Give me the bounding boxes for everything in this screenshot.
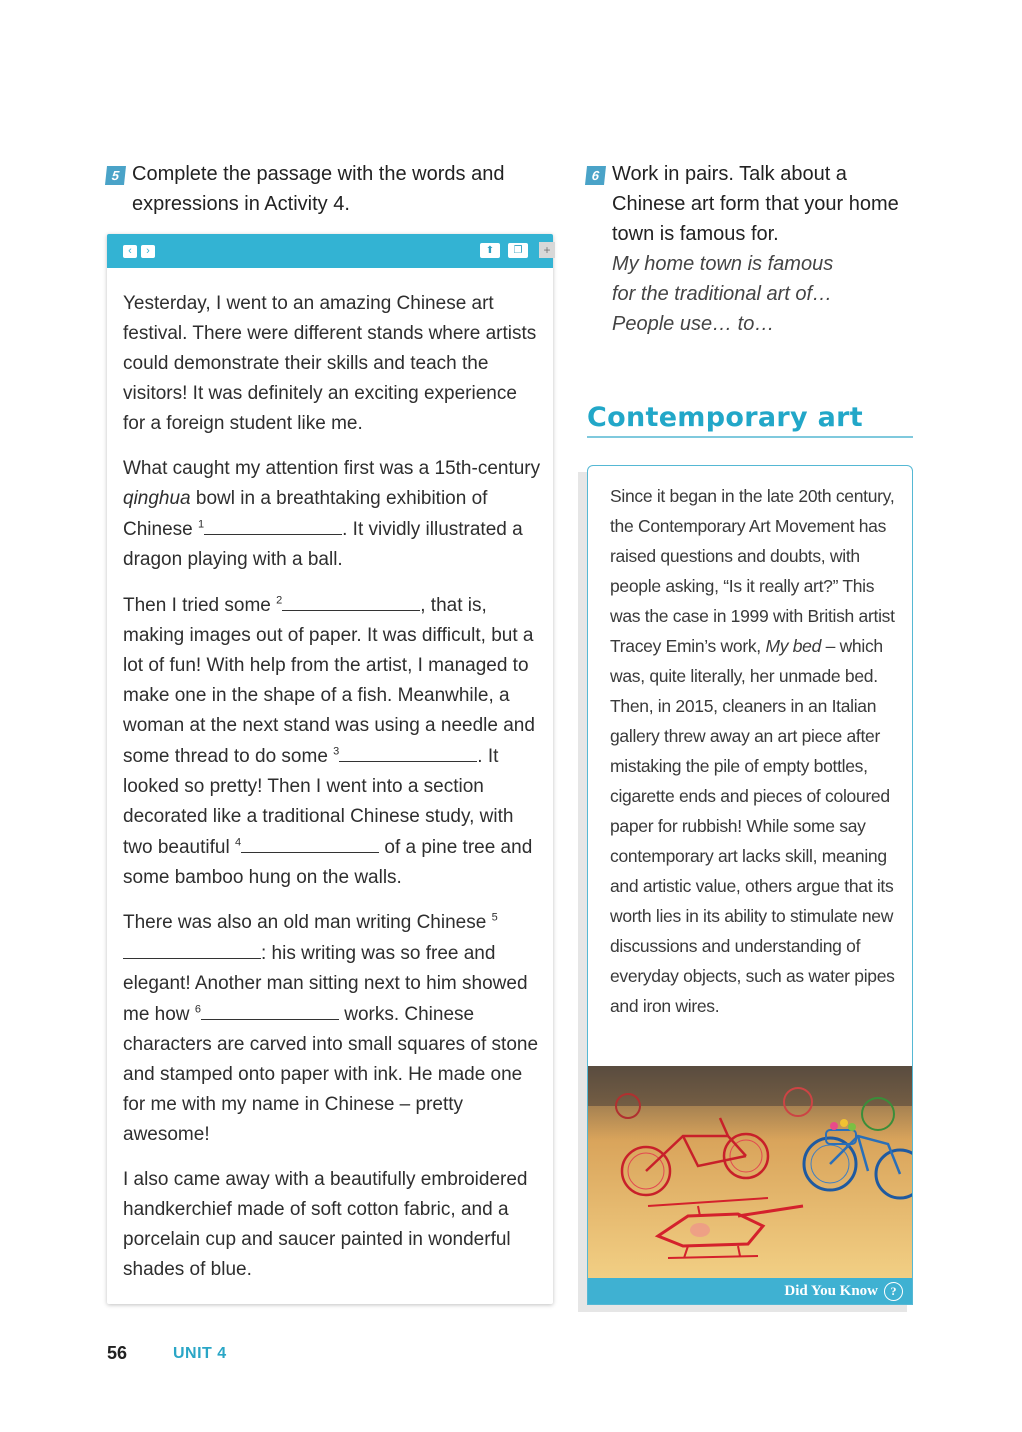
blank-label-1: 1 <box>198 518 205 531</box>
card-toolbar <box>107 234 553 268</box>
activity-6-example-2: for the traditional art of… <box>612 283 833 305</box>
blank-label-5: 5 <box>491 911 498 924</box>
blank-label-6: 6 <box>194 1003 201 1016</box>
wire-art-illustration <box>588 1066 912 1278</box>
passage-paragraph-4 <box>123 908 543 1150</box>
text-span: of a pine tree and some bamboo hung on the walls. <box>123 837 533 888</box>
activity-6-line-3: town is famous for. <box>612 223 779 245</box>
activity-5-line-2: expressions in Activity 4. <box>132 193 350 215</box>
blank-5[interactable] <box>123 938 261 959</box>
passage-card <box>107 234 553 1304</box>
blank-2[interactable] <box>282 590 420 611</box>
section-title: Contemporary art <box>587 400 913 438</box>
did-you-know-label: Did You Know <box>784 1283 878 1299</box>
text-span: There was also an old man writing Chinese <box>123 912 492 933</box>
text-span: , that is, making images out of paper. It was difficult, but a lot of fun! With help from the artist, I managed to make one in the shape of a fish. Meanwhile, a woman at the next stand was using a needle and some thread to do some <box>123 595 535 767</box>
passage-paragraph-2 <box>123 454 543 575</box>
passage-paragraph-3 <box>123 590 543 893</box>
activity-6-number: 6 <box>585 166 606 185</box>
text-span: works. Chinese characters are carved into small squares of stone and stamped onto paper with ink. He made one for me with my name in Chinese – pretty awesome! <box>123 1004 539 1145</box>
activity-6-example-1: My home town is famous <box>612 253 834 275</box>
chevron-left-icon[interactable]: ‹ <box>123 245 137 258</box>
passage-paragraph-5: I also came away with a beautifully embroidered handkerchief made of soft cotton fabric, and a porcelain cup and saucer painted in wonderful shades of blue. <box>123 1169 528 1280</box>
blank-6[interactable] <box>201 999 339 1020</box>
text-span: – which was, quite literally, her unmade bed. Then, in 2015, cleaners in an Italian gallery threw away an art piece after mistaking the pile of empty bottles, cigarette ends and pieces of coloured paper for rubbish! While some say contemporary art lacks skill, meaning and artistic value, others argue that its worth lies in its ability to stimulate new discussions and understanding of everyday objects, such as water pipes and iron wires. <box>610 636 895 1016</box>
activity-6-instruction <box>612 159 932 339</box>
activity-5-number: 5 <box>105 166 126 185</box>
text-span: Since it began in the late 20th century, the Contemporary Art Movement has raised questions and doubts, with people asking, “Is it really art?” This was the case in 1999 with British artist Tracey Emin’s work, <box>610 486 895 656</box>
did-you-know-footer[interactable] <box>588 1278 912 1304</box>
artwork-title: My bed <box>765 636 822 656</box>
italic-term: qinghua <box>123 488 191 509</box>
question-icon[interactable]: ? <box>884 1282 903 1301</box>
chevron-right-icon[interactable]: › <box>141 245 155 258</box>
activity-5-instruction <box>132 159 552 219</box>
text-span: Then I tried some <box>123 595 277 616</box>
activity-6-line-2: Chinese art form that your home <box>612 193 899 215</box>
blank-1[interactable] <box>204 514 342 535</box>
wire-bicycles-photo <box>588 1066 912 1278</box>
did-you-know-text <box>610 481 902 1021</box>
passage-paragraph-1: Yesterday, I went to an amazing Chinese art festival. There were different stands where artists could demonstrate their skills and teach the visitors! It was definitely an exciting experience for a foreign student like me. <box>123 293 537 434</box>
text-span: . It looked so pretty! Then I went into a section decorated like a traditional Chinese study, with two beautiful <box>123 746 514 858</box>
text-span: . It vividly illustrated a dragon playing with a ball. <box>123 519 523 570</box>
blank-3[interactable] <box>339 741 477 762</box>
unit-label: UNIT 4 <box>173 1345 227 1362</box>
text-span: bowl in a breathtaking exhibition of Chinese <box>123 488 488 540</box>
blank-4[interactable] <box>241 832 379 853</box>
share-icon[interactable]: ⬆ <box>480 243 500 258</box>
activity-6-line-1: Work in pairs. Talk about a <box>612 163 847 185</box>
blank-label-3: 3 <box>333 745 340 758</box>
window-icon[interactable]: ❐ <box>508 243 528 258</box>
blank-label-4: 4 <box>234 836 242 849</box>
activity-5-line-1: Complete the passage with the words and <box>132 163 505 185</box>
passage-text <box>123 289 543 1300</box>
activity-6-example-3: People use… to… <box>612 313 775 335</box>
text-span: : his writing was so free and elegant! Another man sitting next to him showed me how <box>123 943 528 1025</box>
plus-icon[interactable]: + <box>539 242 555 258</box>
did-you-know-card <box>587 465 913 1305</box>
text-span: What caught my attention first was a 15th-century <box>123 458 541 479</box>
page-number: 56 <box>107 1343 128 1363</box>
blank-label-2: 2 <box>276 594 283 607</box>
